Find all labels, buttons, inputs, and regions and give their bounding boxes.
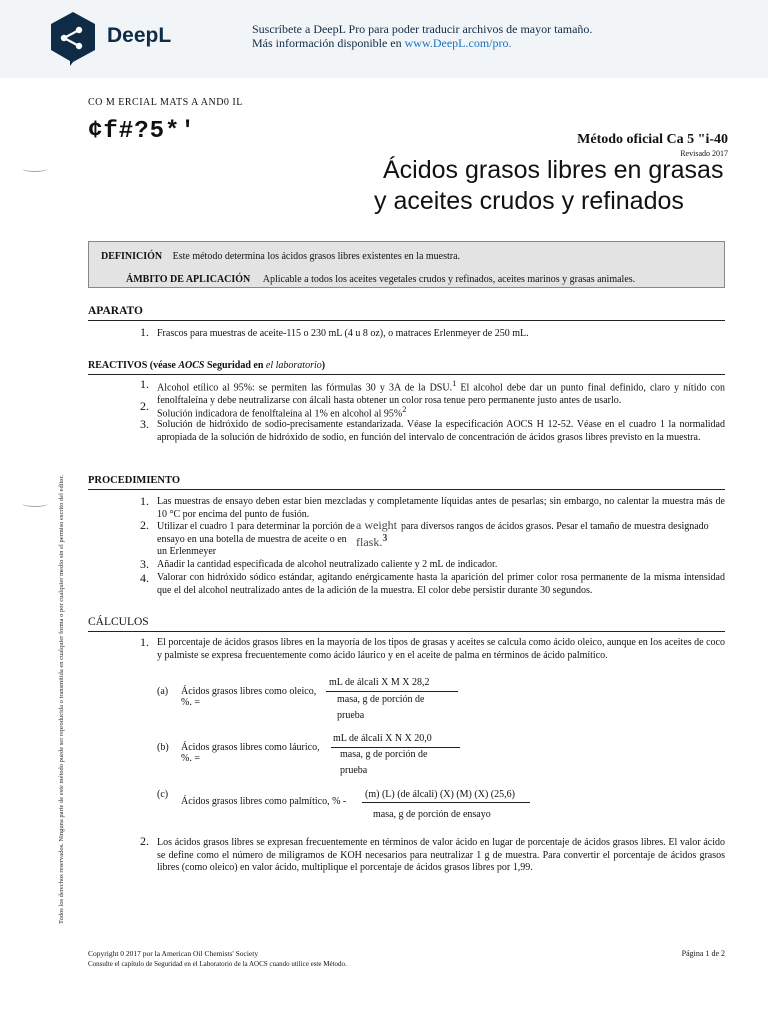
procedimiento-item-right: para diversos rangos de ácidos grasos. Pesar el tamaño de muestra designado xyxy=(401,521,709,532)
revision-date: Revisado 2017 xyxy=(680,149,728,158)
reactivos-item: Solución de hidróxido de sodio-precisamente estandarizada. Véase la especificación AOCS H 12-52. Véase en el cuadro 1 la normalidad apropiada de la solución de hidróxido de sodio, en función del intervalo de concentración de ácidos grasos libres previsto en la muestra. xyxy=(157,419,725,443)
definition-box xyxy=(88,241,725,288)
formula-lhs: Ácidos grasos libres como palmítico, % - xyxy=(181,796,347,807)
reactivos-item-text: Solución indicadora de fenolftaleína al 1% en alcohol al 95% xyxy=(157,408,403,420)
item-number: 3. xyxy=(140,557,149,571)
item-number: 2. xyxy=(140,834,149,848)
footnote-ref: 2 xyxy=(402,405,407,414)
item-number: 1. xyxy=(140,494,149,508)
formula-numerator: (m) (L) (de álcali) (X) (M) (X) (25,6) xyxy=(365,789,515,800)
margin-mark xyxy=(22,165,48,172)
copyright-side-note: Todos los derechos reservados. Ninguna parte de este método puede ser reproducida o transmitida en cualquier forma o por cualquier medio sin el permiso escrito del editor. xyxy=(58,475,65,924)
fraction-bar xyxy=(326,691,458,692)
fraction-bar xyxy=(362,802,530,803)
section-rule xyxy=(88,631,725,632)
formula-denominator: masa, g de porción de xyxy=(337,694,425,705)
margin-mark xyxy=(22,500,48,507)
item-number: 2. xyxy=(140,399,149,413)
item-number: 4. xyxy=(140,571,149,585)
section-heading-aparato: APARATO xyxy=(88,305,143,317)
reactivos-item-text: Alcohol etílico al 95%: se permiten las fórmulas 30 y 3A de la DSU. xyxy=(157,382,453,394)
reactivos-item-text: El alcohol debe dar un punto final definido, claro y nítido con fenolftaleína y debe neutralizarse con álcali hasta obtener un color rosa tenue pero permanente justo antes de usarlo. xyxy=(157,382,725,406)
section-heading-calculos: CÁLCULOS xyxy=(88,616,149,628)
reactivos-heading-mid: Seguridad en xyxy=(204,360,266,371)
document-title-line2: y aceites crudos y refinados xyxy=(374,187,684,215)
scope-text: Aplicable a todos los aceites vegetales crudos y refinados, aceites marinos y grasas animales. xyxy=(262,274,636,285)
section-rule xyxy=(88,489,725,490)
header-code-glyphs: ¢f#?5*' xyxy=(88,118,196,145)
footnote-ref: 3 xyxy=(382,533,388,544)
formula-numerator: mL de álcali X N X 20,0 xyxy=(333,733,432,744)
calculos-item: El porcentaje de ácidos grasos libres en la mayoría de los tipos de grasas y aceites se calcula como ácido oleico, aunque en los aceites de coco y palmiste se expresa frecuentemente como ácido láurico y en el aceite de palma en términos de ácido palmítico. xyxy=(157,637,725,661)
formula-label: (c) xyxy=(157,789,169,800)
formula-denominator: masa, g de porción de ensayo xyxy=(373,809,491,820)
section-rule xyxy=(88,320,725,321)
item-number: 3. xyxy=(140,417,149,431)
banner-message: Suscríbete a DeepL Pro para poder traducir archivos de mayor tamaño. xyxy=(252,22,593,36)
deepl-pro-link[interactable]: www.DeepL.com/pro. xyxy=(404,36,512,50)
formula-numerator: mL de álcali X M X 28,2 xyxy=(329,677,430,688)
method-code: Método oficial Ca 5 "i-40 xyxy=(577,132,728,147)
company-header: CO M ERCIAL MATS A AND0 IL xyxy=(88,97,243,108)
scope-row xyxy=(126,274,635,285)
definition-row xyxy=(101,251,460,262)
procedimiento-item: Las muestras de ensayo deben estar bien mezcladas y completamente líquidas antes de pesarlas; sin embargo, no calentar la muestra más de 10 °C por encima del punto de fusión. xyxy=(157,496,725,520)
section-rule xyxy=(88,374,725,375)
item-number: 2. xyxy=(140,518,149,532)
aparato-item: Frascos para muestras de aceite-115 o 230 mL (4 u 8 oz), o matraces Erlenmeyer de 250 mL. xyxy=(157,328,529,339)
item-number: 1. xyxy=(140,635,149,649)
page-number: Página 1 de 2 xyxy=(681,949,725,958)
procedimiento-item: Valorar con hidróxido sódico estándar, agitando enérgicamente hasta la aparición del primer color rosa permanente de la misma intensidad que el del alcohol neutralizado antes de la adición de la muestra. El color debe persistir durante 30 segundos. xyxy=(157,572,725,596)
calculos-item: Los ácidos grasos libres se expresan frecuentemente en términos de valor ácido en lugar de porcentaje de ácidos grasos libres. El valor ácido se define como el número de miligramos de KOH necesarios para neutralizar 1 g de muestra. Para convertir el porcentaje de ácidos grasos libres (como oleico) en valor ácido, multiplique el porcentaje de ácidos grasos libres por 1,99. xyxy=(157,837,725,873)
procedimiento-item: Añadir la cantidad especificada de alcohol neutralizado caliente y 2 mL de indicador. xyxy=(157,559,498,570)
overlay-text: a weight xyxy=(356,518,397,532)
item-number: 1. xyxy=(140,325,149,339)
overlay-text: flask. xyxy=(356,535,383,549)
reactivos-heading-italic: el laboratorio xyxy=(265,360,322,371)
scope-label: ÁMBITO DE APLICACIÓN xyxy=(126,274,251,285)
procedimiento-item-left: Utilizar el cuadro 1 para determinar la porción de ensayo en una botella de muestra de aceite o en un Erlenmeyer xyxy=(157,521,355,557)
deepl-logo-icon[interactable] xyxy=(48,10,98,66)
definition-label: DEFINICIÓN xyxy=(101,251,163,262)
banner-info-prefix: Más información disponible en xyxy=(252,36,405,50)
formula-denominator: masa, g de porción de xyxy=(340,749,428,760)
banner-info xyxy=(252,36,512,51)
reactivos-heading-open: (véase xyxy=(147,360,179,371)
document-title-line1: Ácidos grasos libres en grasas xyxy=(383,156,724,184)
reactivos-heading-aocs: AOCS xyxy=(178,360,205,371)
formula-lhs: Ácidos grasos libres como oleico, %. = xyxy=(181,686,317,708)
fraction-bar xyxy=(331,747,460,748)
reactivos-heading-close: ) xyxy=(321,360,326,371)
formula-denominator: prueba xyxy=(337,710,365,721)
reactivos-heading: REACTIVOS xyxy=(88,360,148,371)
footer-copyright: Copyright 0 2017 por la American Oil Chemists' Society xyxy=(88,949,259,958)
formula-label: (b) xyxy=(157,742,169,753)
item-number: 1. xyxy=(140,377,149,391)
section-heading-reactivos xyxy=(88,360,325,371)
procedimiento-overlay xyxy=(356,519,397,549)
formula-denominator: prueba xyxy=(340,765,368,776)
formula-label: (a) xyxy=(157,686,169,697)
formula-lhs: Ácidos grasos libres como láurico, %. = xyxy=(181,742,320,764)
definition-text: Este método determina los ácidos grasos libres existentes en la muestra. xyxy=(172,251,461,262)
footnote-ref: 1 xyxy=(452,379,457,388)
footer-safety-note: Consulte el capítulo de Seguridad en el Laboratorio de la AOCS cuando utilice este Método. xyxy=(88,960,347,968)
reactivos-item xyxy=(157,378,725,407)
deepl-logo-text[interactable]: DeepL xyxy=(107,24,172,47)
section-heading-procedimiento: PROCEDIMIENTO xyxy=(88,475,180,486)
